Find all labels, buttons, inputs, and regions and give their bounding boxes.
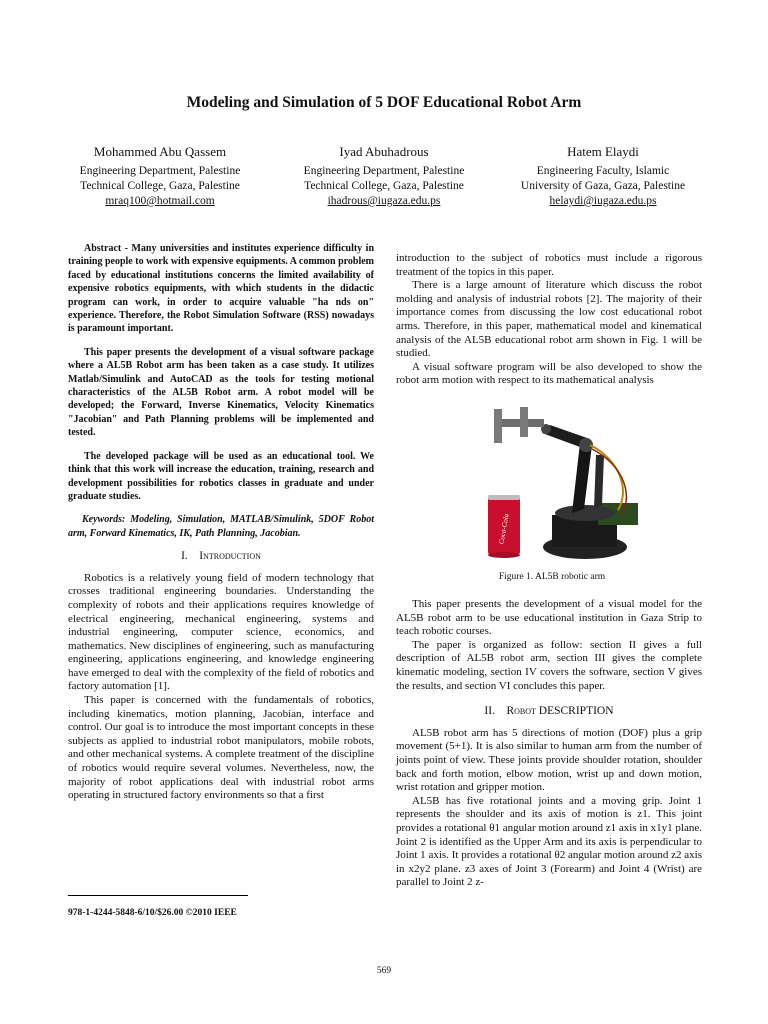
author-affiliation: Engineering Department, Palestine: [303, 165, 465, 177]
body-paragraph: This paper presents the development of a visual model for the AL5B robot arm to be use educational institution in Gaza Strip to teach robotic courses.: [396, 598, 702, 638]
author-3: [483, 144, 723, 209]
section-number: I.: [181, 550, 188, 563]
page-number: 569: [376, 966, 392, 976]
section-title: Robot DESCRIPTION: [506, 705, 614, 718]
author-name: Mohammed Abu Qassem: [93, 144, 227, 159]
footnote-rule: [68, 895, 248, 896]
right-column-bottom: [396, 598, 702, 890]
copyright-footnote: 978-1-4244-5848-6/10/$26.00 ©2010 IEEE: [68, 908, 237, 918]
abstract-paragraph: The developed package will be used as an educational tool. We think that this work will increase the education, training, research and development possibilities for robotics classes in graduate and under graduate studies.: [68, 450, 374, 502]
abstract-paragraph: This paper presents the development of a visual software package where a AL5B Robot arm has been taken as a case study. It utilizes Matlab/Simulink and AutoCAD as the tools for testing motional characteristics of the AL5B Robot arm. A robot model will be developed; the Forward, Inverse Kinematics, Velocity Kinematics "Jacobian" and Path Planning problems will be implemented and tested.: [68, 346, 374, 439]
robot-arm-figure: [480, 405, 650, 565]
body-paragraph: This paper is concerned with the fundamentals of robotics, including kinematics, motion planning, Jacobian, interface and control. Our goal is to introduce the most important concepts in these subjects as applied to industrial robot manipulators, mobile robots, and other mechanical systems. A complete treatment of the discipline of robotics would require several volumes. Nevertheless, now, the majority of robot applications deal with industrial robot arms operating in structured factory environments so that a first: [68, 694, 374, 802]
author-1: [40, 144, 280, 209]
can-label: Coca-Cola: [497, 513, 511, 545]
author-affiliation: Technical College, Gaza, Palestine: [304, 180, 464, 192]
body-paragraph: A visual software program will be also developed to show the robot arm motion with respect to its mathematical analysis: [396, 360, 702, 387]
body-paragraph: AL5B robot arm has 5 directions of motion (DOF) plus a grip movement (5+1). It is also similar to human arm from the number of joints point of view. These joints provide shoulder rotation, shoulder back and forth motion, elbow motion, wrist up and down motion, wrist rotation and gripper motion.: [396, 726, 702, 794]
section-heading-robot-description: [396, 705, 702, 719]
body-paragraph: AL5B has five rotational joints and a moving grip. Joint 1 represents the shoulder and its axis of motion is z1. This joint provides a rotational θ1 angular motion around z1 axis in x1y1 plane. Joint 2 is identified as the Upper Arm and its axis is perpendicular to Joint 1 axis. It provides a rotational θ2 angular motion around z2 axis in x2y2 plane. z3 axes of Joint 3 (Forearm) and Joint 4 (Wrist) are parallel to Joint 2 z-: [396, 794, 702, 889]
keywords: Keywords: Modeling, Simulation, MATLAB/Simulink, 5DOF Robot arm, Forward Kinematics, IK, Path Planning, Jacobian.: [68, 514, 374, 539]
author-email[interactable]: mraq100@hotmail.com: [105, 195, 215, 207]
author-email[interactable]: ihadrous@iugaza.edu.ps: [327, 195, 441, 207]
author-affiliation: Technical College, Gaza, Palestine: [80, 180, 240, 192]
abstract-paragraph: Abstract - Many universities and institutes experience difficulty in training people to work with expensive equipments. A common problem faced by educational institutions concerns the limited availability of expensive robotics equipments, with which students in the didactic program can work, in order to acquire valuable "ha nds on" experience. Therefore, the Robot Simulation Software (RSS) nowadays is paramount important.: [68, 243, 374, 335]
section-heading-introduction: [68, 550, 374, 564]
section-number: II.: [484, 705, 495, 718]
left-column: [68, 242, 374, 803]
author-name: Iyad Abuhadrous: [339, 144, 429, 159]
section-title: Introduction: [199, 550, 261, 563]
body-paragraph: introduction to the subject of robotics must include a rigorous treatment of the topics in this paper.: [396, 252, 702, 278]
author-affiliation: University of Gaza, Gaza, Palestine: [520, 180, 686, 192]
paper-title: Modeling and Simulation of 5 DOF Educational Robot Arm: [186, 94, 582, 111]
right-column-top: [396, 252, 702, 388]
author-email[interactable]: helaydi@iugaza.edu.ps: [549, 195, 657, 207]
body-paragraph: Robotics is a relatively young field of modern technology that crosses traditional engineering boundaries. Understanding the complexity of robots and their applications requires knowledge of electrical engineering, mechanical engineering, systems and industrial engineering, computer science, economics, and mathematics. New disciplines of engineering, such as manufacturing engineering, applications engineering, and knowledge engineering have emerged to deal with the complexity of the field of robotics and factory automation [1].: [68, 571, 374, 693]
author-2: [264, 144, 504, 209]
author-affiliation: Engineering Department, Palestine: [79, 165, 241, 177]
author-name: Hatem Elaydi: [567, 144, 639, 159]
figure-caption: Figure 1. AL5B robotic arm: [498, 572, 606, 582]
author-affiliation: Engineering Faculty, Islamic: [536, 165, 670, 177]
body-paragraph: There is a large amount of literature which discuss the robot molding and analysis of industrial robots [2]. The majority of their importance comes from discussing the low cost educational robot arms. Therefore, in this paper, mathematical model and kinematical analysis of the AL5B educational robot arm shown in Fig. 1 will be studied.: [396, 279, 702, 360]
body-paragraph: The paper is organized as follow: section II gives a full description of AL5B robot arm, section III gives the complete kinematic modeling, section IV covers the software, section V gives the results, and section VI concludes this paper.: [396, 638, 702, 692]
